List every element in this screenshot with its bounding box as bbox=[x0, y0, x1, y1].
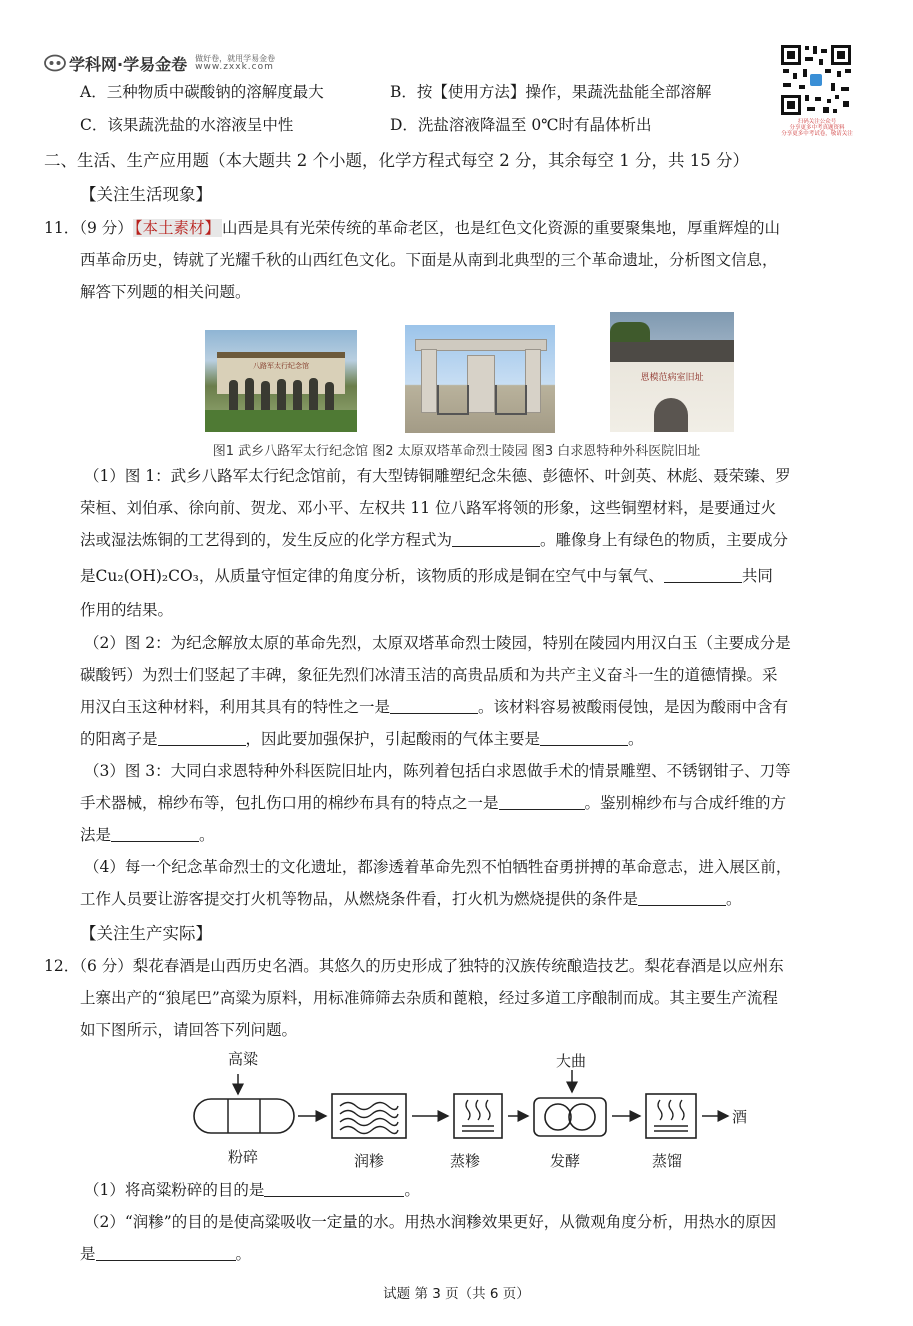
q11-p3-line3: 法是 。 bbox=[80, 826, 215, 844]
answer-blank[interactable] bbox=[390, 697, 478, 714]
figure-caption: 图1 武乡八路军太行纪念馆 图2 太原双塔革命烈士陵园 图3 白求恩特种外科医院旧址 bbox=[212, 444, 701, 459]
answer-blank[interactable] bbox=[540, 729, 628, 746]
qr-code bbox=[779, 43, 853, 117]
flow-input-label: 高粱 bbox=[228, 1050, 259, 1068]
subsection-production: 【关注生产实际】 bbox=[80, 924, 212, 943]
q11-intro-line3: 解答下列题的相关问题。 bbox=[80, 283, 251, 301]
answer-blank[interactable] bbox=[664, 566, 742, 583]
figure-2-photo bbox=[405, 325, 555, 433]
subsection-life: 【关注生活现象】 bbox=[80, 185, 212, 204]
q11-p2-line1: （2）图 2：为纪念解放太原的革命先烈，太原双塔革命烈士陵园，特别在陵园内用汉白玉（主要成分是 bbox=[84, 634, 791, 652]
brand-icon bbox=[44, 54, 66, 72]
flow-step-distill: 蒸馏 bbox=[652, 1152, 683, 1170]
process-flow-diagram bbox=[180, 1068, 760, 1148]
flow-output-label: 酒 bbox=[732, 1108, 748, 1126]
option-b: B．按【使用方法】操作，果蔬洗盐能全部溶解 bbox=[390, 83, 712, 101]
q11-p2-line2: 碳酸钙）为烈士们竖起了丰碑，象征先烈们冰清玉洁的高贵品质和为共产主义奋斗一生的道德情操。采 bbox=[80, 666, 778, 684]
q11-p1-line1: （1）图 1：武乡八路军太行纪念馆前，有大型铸铜雕塑纪念朱德、彭德怀、叶剑英、林彪、聂荣臻、罗 bbox=[84, 467, 791, 485]
answer-blank[interactable] bbox=[452, 530, 540, 547]
answer-blank[interactable] bbox=[96, 1244, 236, 1261]
q12-intro-line3: 如下图所示，请回答下列问题。 bbox=[80, 1021, 298, 1039]
page-footer: 试题 第 3 页（共 6 页） bbox=[383, 1286, 530, 1302]
q11-p1-line3: 法或湿法炼铜的工艺得到的，发生反应的化学方程式为 。雕像身上有绿色的物质，主要成分 bbox=[80, 531, 789, 549]
q11-p4-line1: （4）每一个纪念革命烈士的文化遗址，都渗透着革命先烈不怕牺牲奋勇拼搏的革命意志，进入展区前， bbox=[84, 858, 792, 876]
figure-3-photo bbox=[610, 312, 734, 432]
answer-blank[interactable] bbox=[638, 889, 726, 906]
q12-number: 12．（6 分） bbox=[44, 957, 133, 975]
q11-number: 11．（9 分） bbox=[44, 219, 133, 237]
option-c: C．该果蔬洗盐的水溶液呈中性 bbox=[80, 116, 294, 134]
q12-p2-line1: （2）“润糁”的目的是使高粱吸收一定量的水。用热水润糁效果更好，从微观角度分析，用热水的原因 bbox=[84, 1213, 777, 1231]
qr-caption: 扫码关注公众号 分享更多中考真题资料 分享更多中考试卷，敬请关注 bbox=[781, 119, 853, 137]
q11-p1-line5: 作用的结果。 bbox=[80, 601, 174, 619]
flow-step-ferment: 发酵 bbox=[550, 1152, 581, 1170]
q11-p3-line1: （3）图 3：大同白求恩特种外科医院旧址内，陈列着包括白求恩做手术的情景雕塑、不锈钢钳子、刀等 bbox=[84, 762, 791, 780]
answer-blank[interactable] bbox=[111, 825, 199, 842]
figure-1-sign: 八路军太行纪念馆 bbox=[253, 362, 309, 370]
q12-intro-line1: 12．（6 分）梨花春酒是山西历史名酒。其悠久的历史形成了独特的汉族传统酿造技艺。梨花春酒是以应州东 bbox=[44, 957, 784, 975]
moistening-icon bbox=[332, 1094, 406, 1138]
option-d: D．洗盐溶液降温至 0℃时有晶体析出 bbox=[390, 116, 652, 134]
flow-step-moisten: 润糁 bbox=[354, 1152, 385, 1170]
answer-blank[interactable] bbox=[158, 729, 246, 746]
fermentation-icon bbox=[534, 1098, 606, 1136]
steaming-icon bbox=[454, 1094, 502, 1138]
answer-blank[interactable] bbox=[264, 1180, 404, 1197]
q11-p2-line3: 用汉白玉这种材料，利用其具有的特性之一是 。该材料容易被酸雨侵蚀，是因为酸雨中含有 bbox=[80, 698, 789, 716]
formula-basic-copper-carbonate: Cu₂(OH)₂CO₃ bbox=[95, 567, 199, 585]
q12-p1: （1）将高粱粉碎的目的是 。 bbox=[84, 1181, 420, 1199]
flow-step-crush: 粉碎 bbox=[228, 1148, 259, 1166]
header-logo bbox=[44, 52, 275, 74]
figure-3-sign: 恩模范病室旧址 bbox=[640, 373, 704, 383]
distillation-icon bbox=[646, 1094, 696, 1138]
q11-p1-line4: 是Cu₂(OH)₂CO₃，从质量守恒定律的角度分析，该物质的形成是铜在空气中与氧气、 共同 bbox=[80, 567, 773, 585]
crusher-icon bbox=[194, 1099, 294, 1133]
section-title: 二、生活、生产应用题（本大题共 2 个小题，化学方程式每空 2 分，其余每空 1 分，共 15 分） bbox=[44, 151, 749, 170]
q12-p2-line2: 是 。 bbox=[80, 1245, 252, 1263]
answer-blank[interactable] bbox=[499, 793, 585, 810]
q11-intro-line1: 11．（9 分） 【本土素材】 山西是具有光荣传统的革命老区，也是红色文化资源的重要聚集地，厚重辉煌的山 bbox=[44, 219, 781, 237]
flow-additive-label: 大曲 bbox=[556, 1052, 587, 1070]
option-a: A．三种物质中碳酸钠的溶解度最大 bbox=[80, 83, 324, 101]
q11-p3-line2: 手术器械，棉纱布等，包扎伤口用的棉纱布具有的特点之一是 。鉴别棉纱布与合成纤维的方 bbox=[80, 794, 787, 812]
q12-intro-line2: 上寨出产的“狼尾巴”高粱为原料，用标准筛筛去杂质和蓖粮，经过多道工序酿制而成。其主要生产流程 bbox=[80, 989, 778, 1007]
brand-slogan: 做好卷，就用学易金卷 bbox=[195, 54, 276, 63]
q11-p4-line2: 工作人员要让游客提交打火机等物品，从燃烧条件看，打火机为燃烧提供的条件是 。 bbox=[80, 890, 742, 908]
figure-1-photo bbox=[205, 330, 357, 432]
brand-site: www.zxxk.com bbox=[195, 62, 274, 72]
brand-name: 学科网·学易金卷 bbox=[69, 54, 188, 74]
q11-intro-line2: 西革命历史，铸就了光耀千秋的山西红色文化。下面是从南到北典型的三个革命遗址，分析图文信息， bbox=[80, 251, 778, 269]
flow-step-steam: 蒸糁 bbox=[450, 1152, 481, 1170]
q11-p2-line4: 的阳离子是 ，因此要加强保护，引起酸雨的气体主要是 。 bbox=[80, 730, 644, 748]
q11-p1-line2: 荣桓、刘伯承、徐向前、贺龙、邓小平、左权共 11 位八路军将领的形象，这些铜塑材料，是要通过火 bbox=[80, 499, 777, 517]
q11-tag: 【本土素材】 bbox=[134, 219, 221, 237]
